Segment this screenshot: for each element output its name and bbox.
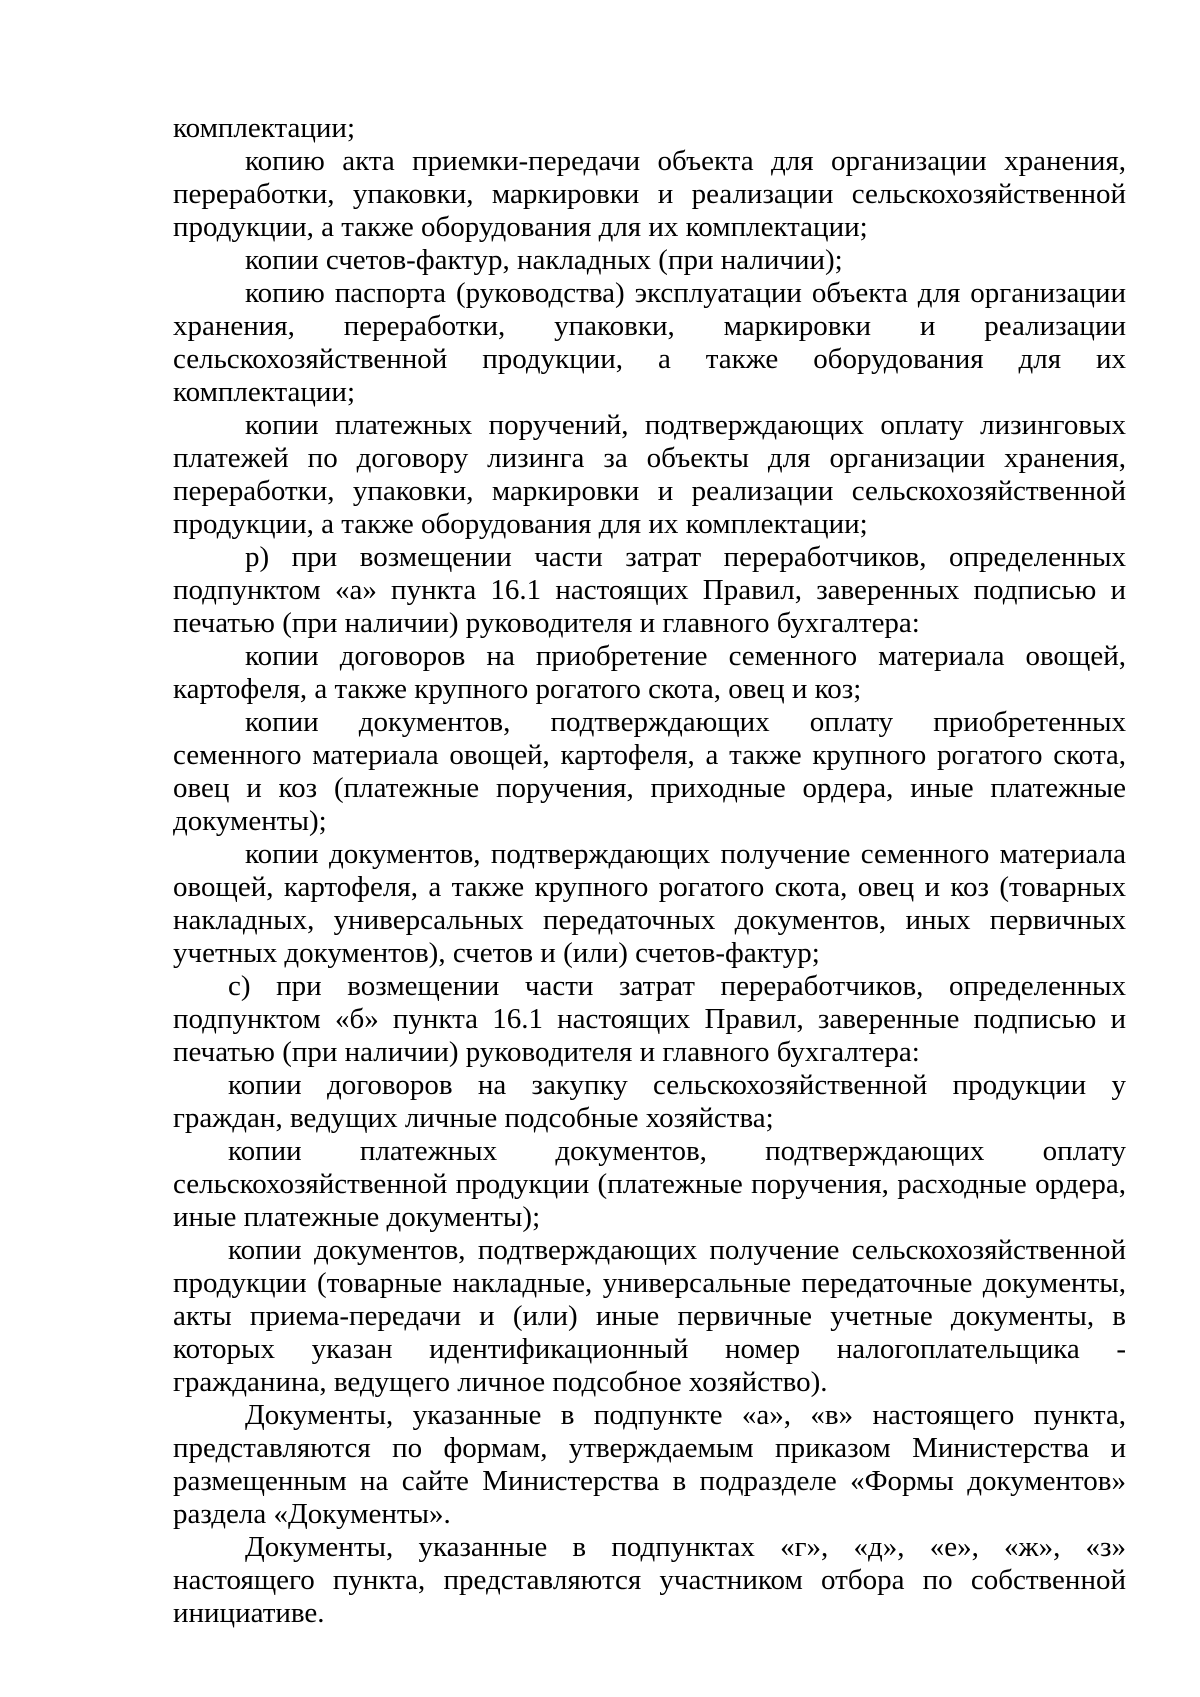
document-page [173,112,1126,1630]
paragraph-seed-contracts: копии договоров на приобретение семенного материала овощей, картофеля, а также крупного рогатого скота, овец и коз; [173,640,1126,705]
paragraph-item-s: с) при возмещении части затрат переработчиков, определенных подпунктом «б» пункта 16.1 настоящих Правил, заверенные подписью и печатью (при наличии) руководителя и главного бухгалтера: [173,970,1126,1068]
paragraph-seed-receipt-docs: копии документов, подтверждающих получение семенного материала овощей, картофеля, а также крупного рогатого скота, овец и коз (товарных накладных, универсальных передаточных документов, иных первичных учетных документов), счетов и (или) счетов-фактур; [173,838,1126,969]
paragraph-item-r: р) при возмещении части затрат переработчиков, определенных подпунктом «а» пункта 16.1 настоящих Правил, заверенных подписью и печатью (при наличии) руководителя и главного бухгалтера: [173,541,1126,639]
paragraph-acceptance-act: копию акта приемки-передачи объекта для организации хранения, переработки, упаковки, маркировки и реализации сельскохозяйственной продукции, а также оборудования для их комплектации; [173,145,1126,243]
paragraph-receipt-docs: копии документов, подтверждающих получение сельскохозяйственной продукции (товарные накладные, универсальные передаточные документы, акты приема-передачи и (или) иные первичные учетные документы, в которых указан идентификационный номер налогоплательщика - гражданина, ведущего личное подсобное хозяйство). [173,1234,1126,1398]
paragraph-invoices: копии счетов-фактур, накладных (при наличии); [245,244,843,276]
paragraph-forms-note: Документы, указанные в подпункте «а», «в» настоящего пункта, представляются по формам, утверждаемым приказом Министерства и размещенным на сайте Министерства в подразделе «Формы документов» раздела «Документы». [173,1399,1126,1530]
paragraph-operation-passport: копию паспорта (руководства) эксплуатации объекта для организации хранения, переработки, упаковки, маркировки и реализации сельскохозяйственной продукции, а также оборудования для их комплектации; [173,277,1126,408]
paragraph-leasing-payments: копии платежных поручений, подтверждающих оплату лизинговых платежей по договору лизинга за объекты для организации хранения, переработки, упаковки, маркировки и реализации сельскохозяйственной продукции, а также оборудования для их комплектации; [173,409,1126,540]
paragraph-purchase-contracts: копии договоров на закупку сельскохозяйственной продукции у граждан, ведущих личные подсобные хозяйства; [173,1069,1126,1134]
paragraph-own-initiative-note: Документы, указанные в подпунктах «г», «д», «е», «ж», «з» настоящего пункта, представляются участником отбора по собственной инициативе. [173,1531,1126,1629]
paragraph-continuation: комплектации; [173,112,356,144]
paragraph-payment-docs: копии платежных документов, подтверждающих оплату сельскохозяйственной продукции (платежные поручения, расходные ордера, иные платежные документы); [173,1135,1126,1233]
paragraph-seed-payment-docs: копии документов, подтверждающих оплату приобретенных семенного материала овощей, картофеля, а также крупного рогатого скота, овец и коз (платежные поручения, приходные ордера, иные платежные документы); [173,706,1126,837]
